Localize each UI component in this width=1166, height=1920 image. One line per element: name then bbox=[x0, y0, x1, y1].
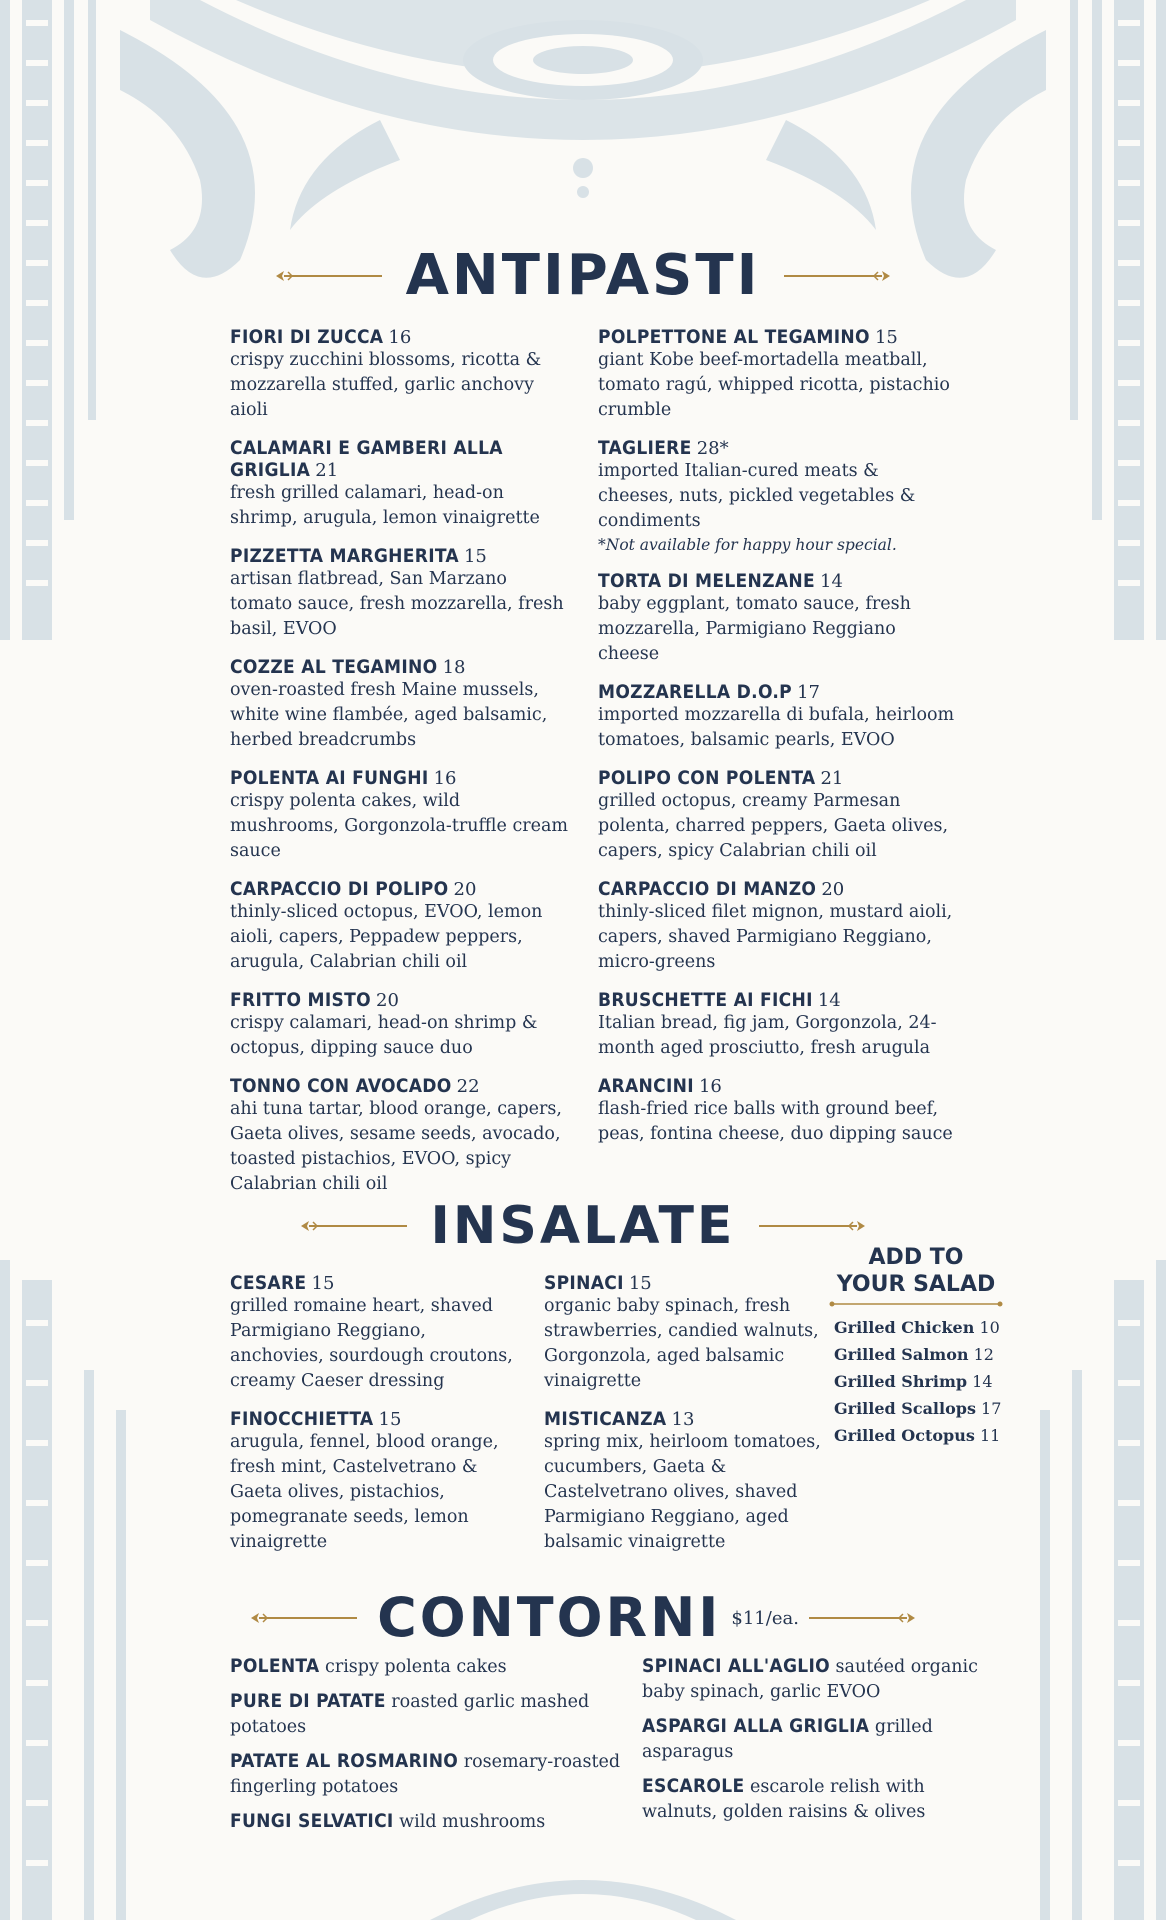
side-dish-name: POLENTA bbox=[230, 1655, 320, 1677]
side-dish-name: FUNGI SELVATICI bbox=[230, 1810, 394, 1832]
side-dish-description: escarole relish with walnuts, golden raisins & olives bbox=[642, 1777, 926, 1822]
menu-item bbox=[230, 656, 570, 753]
menu-item-heading bbox=[598, 989, 958, 1011]
menu-item bbox=[544, 1272, 844, 1394]
menu-item-description: fresh grilled calamari, head-on shrimp, arugula, lemon vinaigrette bbox=[230, 483, 540, 528]
menu-item-heading bbox=[598, 878, 958, 900]
menu-item-name: MOZZARELLA D.O.P bbox=[598, 681, 792, 703]
menu-item-description: arugula, fennel, blood orange, fresh mint, Castelvetrano & Gaeta olives, pistachios, pomegranate seeds, lemon vinaigrette bbox=[230, 1432, 499, 1552]
menu-item bbox=[598, 437, 958, 556]
menu-item-name: BRUSCHETTE AI FICHI bbox=[598, 989, 813, 1011]
menu-item bbox=[230, 437, 570, 531]
menu-item-price: 15 bbox=[463, 546, 487, 567]
add-to-salad-title bbox=[828, 1244, 1004, 1298]
menu-item-name: FIORI DI ZUCCA bbox=[230, 326, 384, 348]
menu-item-heading bbox=[544, 1408, 844, 1430]
add-on-price: 14 bbox=[972, 1372, 993, 1391]
menu-item-heading bbox=[230, 326, 570, 348]
add-to-salad-title-line2: YOUR SALAD bbox=[836, 1272, 996, 1297]
menu-item-name: ARANCINI bbox=[598, 1075, 694, 1097]
side-dish-item bbox=[230, 1689, 630, 1740]
menu-item-note: *Not available for happy hour special. bbox=[598, 536, 897, 554]
menu-item-heading bbox=[230, 1075, 570, 1097]
menu-item-heading bbox=[598, 437, 958, 459]
menu-item bbox=[598, 878, 958, 975]
add-on-item bbox=[834, 1368, 1004, 1395]
menu-item bbox=[598, 570, 958, 667]
menu-item-description: artisan flatbread, San Marzano tomato sauce, fresh mozzarella, fresh basil, EVOO bbox=[230, 569, 564, 639]
right-arrow-ornament bbox=[782, 269, 892, 283]
add-on-price: 10 bbox=[979, 1318, 1000, 1337]
menu-item-name: POLPETTONE AL TEGAMINO bbox=[598, 326, 870, 348]
side-dish-name: PATATE AL ROSMARINO bbox=[230, 1750, 459, 1772]
side-dish-name: PURE DI PATATE bbox=[230, 1690, 386, 1712]
menu-item-heading bbox=[230, 1408, 520, 1430]
menu-item-heading bbox=[230, 1272, 520, 1294]
menu-item-description: crispy polenta cakes, wild mushrooms, Gorgonzola-truffle cream sauce bbox=[230, 791, 569, 861]
add-on-name: Grilled Octopus bbox=[834, 1426, 975, 1445]
antipasti-left-column bbox=[230, 326, 570, 1211]
menu-item bbox=[230, 1272, 520, 1394]
menu-item bbox=[230, 545, 570, 642]
menu-item-description: flash-fried rice balls with ground beef, peas, fontina cheese, duo dipping sauce bbox=[598, 1099, 953, 1144]
add-on-price: 11 bbox=[979, 1426, 1001, 1445]
menu-item-description: ahi tuna tartar, blood orange, capers, Gaeta olives, sesame seeds, avocado, toasted pistachios, EVOO, spicy Calabrian chili oil bbox=[230, 1099, 562, 1194]
add-on-item bbox=[834, 1314, 1004, 1341]
side-dish-item bbox=[230, 1809, 630, 1835]
menu-item-price: 28* bbox=[696, 438, 729, 459]
menu-item-name: TORTA DI MELENZANE bbox=[598, 570, 815, 592]
menu-item bbox=[598, 681, 958, 753]
menu-item bbox=[598, 767, 958, 864]
menu-item-description: grilled octopus, creamy Parmesan polenta, charred peppers, Gaeta olives, capers, spicy Calabrian chili oil bbox=[598, 791, 949, 861]
contorni-right-column bbox=[642, 1654, 982, 1834]
menu-item-heading bbox=[230, 767, 570, 789]
menu-item-name: MISTICANZA bbox=[544, 1408, 667, 1430]
menu-item-description: thinly-sliced filet mignon, mustard aioli, capers, shaved Parmigiano Reggiano, micro-greens bbox=[598, 902, 953, 972]
side-dish-description: crispy polenta cakes bbox=[325, 1657, 507, 1677]
menu-item-heading bbox=[230, 656, 570, 678]
menu-item bbox=[230, 767, 570, 864]
menu-item-price: 20 bbox=[376, 990, 399, 1011]
insalate-title: INSALATE bbox=[430, 1196, 736, 1256]
left-arrow-ornament bbox=[274, 269, 384, 283]
right-arrow-ornament bbox=[807, 1611, 917, 1625]
menu-item bbox=[598, 326, 958, 423]
contorni-title: CONTORNI bbox=[377, 1586, 722, 1649]
contorni-left-column bbox=[230, 1654, 630, 1844]
menu-item-price: 15 bbox=[378, 1409, 402, 1430]
menu-item bbox=[230, 1075, 570, 1197]
insalate-left-column bbox=[230, 1272, 520, 1569]
menu-item-heading bbox=[230, 437, 570, 481]
add-on-name: Grilled Chicken bbox=[834, 1318, 975, 1337]
add-on-name: Grilled Scallops bbox=[834, 1399, 976, 1418]
menu-item-name: POLIPO CON POLENTA bbox=[598, 767, 816, 789]
menu-item bbox=[230, 989, 570, 1061]
menu-item-heading bbox=[230, 545, 570, 567]
add-on-item bbox=[834, 1395, 1004, 1422]
menu-item-description: thinly-sliced octopus, EVOO, lemon aioli, capers, Peppadew peppers, arugula, Calabrian chili oil bbox=[230, 902, 543, 972]
menu-item-description: organic baby spinach, fresh strawberries, candied walnuts, Gorgonzola, aged balsamic vinaigrette bbox=[544, 1296, 819, 1391]
menu-item-description: crispy zucchini blossoms, ricotta & mozzarella stuffed, garlic anchovy aioli bbox=[230, 350, 542, 420]
menu-item-price: 22 bbox=[456, 1076, 480, 1097]
menu-item-price: 15 bbox=[311, 1273, 335, 1294]
antipasti-header bbox=[0, 243, 1166, 308]
side-dish-description: wild mushrooms bbox=[399, 1812, 546, 1832]
menu-item-name: FRITTO MISTO bbox=[230, 989, 371, 1011]
menu-item-description: crispy calamari, head-on shrimp & octopus, dipping sauce duo bbox=[230, 1013, 538, 1058]
menu-item-price: 13 bbox=[671, 1409, 695, 1430]
side-dish-item bbox=[230, 1654, 630, 1680]
add-on-name: Grilled Shrimp bbox=[834, 1372, 968, 1391]
menu-item-name: POLENTA AI FUNGHI bbox=[230, 767, 429, 789]
menu-item-name: FINOCCHIETTA bbox=[230, 1408, 374, 1430]
side-dish-name: ESCAROLE bbox=[642, 1775, 745, 1797]
menu-item-heading bbox=[598, 767, 958, 789]
menu-item-description: Italian bread, fig jam, Gorgonzola, 24-month aged prosciutto, fresh arugula bbox=[598, 1013, 937, 1058]
menu-item-price: 14 bbox=[817, 990, 841, 1011]
side-dish-name: SPINACI ALL'AGLIO bbox=[642, 1655, 830, 1677]
add-on-price: 12 bbox=[973, 1345, 994, 1364]
add-on-item bbox=[834, 1422, 1004, 1449]
menu-item-price: 20 bbox=[821, 879, 845, 900]
menu-item-heading bbox=[598, 681, 958, 703]
menu-item-description: spring mix, heirloom tomatoes, cucumbers, Gaeta & Castelvetrano olives, shaved Parmigiano Reggiano, aged balsamic vinaigrette bbox=[544, 1432, 821, 1552]
menu-item-name: TAGLIERE bbox=[598, 437, 692, 459]
menu-item-name: CARPACCIO DI MANZO bbox=[598, 878, 817, 900]
add-on-name: Grilled Salmon bbox=[834, 1345, 969, 1364]
menu-item-heading bbox=[598, 326, 958, 348]
menu-item-price: 16 bbox=[388, 327, 412, 348]
menu-item-price: 18 bbox=[442, 657, 466, 678]
menu-item-price: 17 bbox=[797, 682, 820, 703]
menu-item-price: 14 bbox=[820, 571, 843, 592]
menu-item-price: 20 bbox=[453, 879, 477, 900]
add-to-salad-box bbox=[828, 1244, 1004, 1449]
menu-item-price: 15 bbox=[874, 327, 898, 348]
menu-item-description: grilled romaine heart, shaved Parmigiano Reggiano, anchovies, sourdough croutons, creamy Caeser dressing bbox=[230, 1296, 513, 1391]
side-dish-description: roasted garlic mashed potatoes bbox=[230, 1692, 590, 1737]
insalate-middle-column bbox=[544, 1272, 844, 1569]
antipasti-right-column bbox=[598, 326, 958, 1161]
menu-item bbox=[544, 1408, 844, 1555]
side-dish-description: sautéed organic baby spinach, garlic EVOO bbox=[642, 1657, 978, 1702]
menu-item-name: PIZZETTA MARGHERITA bbox=[230, 545, 459, 567]
side-dish-description: grilled asparagus bbox=[642, 1717, 933, 1762]
left-arrow-ornament bbox=[249, 1611, 359, 1625]
menu-item-price: 21 bbox=[820, 768, 844, 789]
right-arrow-ornament bbox=[757, 1219, 867, 1233]
add-to-salad-list bbox=[828, 1314, 1004, 1449]
menu-item-price: 21 bbox=[315, 460, 339, 481]
menu-item-heading bbox=[230, 989, 570, 1011]
menu-item bbox=[230, 1408, 520, 1555]
menu-item bbox=[598, 1075, 958, 1147]
menu-item-description: giant Kobe beef-mortadella meatball, tomato ragú, whipped ricotta, pistachio crumble bbox=[598, 350, 950, 420]
add-to-salad-title-line1: ADD TO bbox=[868, 1245, 964, 1270]
menu-item bbox=[230, 878, 570, 975]
menu-item-price: 16 bbox=[698, 1076, 722, 1097]
menu-item-heading bbox=[544, 1272, 844, 1294]
menu-item-name: COZZE AL TEGAMINO bbox=[230, 656, 438, 678]
menu-item-heading bbox=[230, 878, 570, 900]
menu-item-heading bbox=[598, 1075, 958, 1097]
side-dish-item bbox=[642, 1714, 982, 1765]
menu-item-price: 15 bbox=[628, 1273, 652, 1294]
divider-ornament bbox=[828, 1300, 1004, 1308]
side-dish-description: rosemary-roasted fingerling potatoes bbox=[230, 1752, 621, 1797]
menu-item-name: TONNO CON AVOCADO bbox=[230, 1075, 452, 1097]
add-on-price: 17 bbox=[981, 1399, 1002, 1418]
menu-item-heading bbox=[598, 570, 958, 592]
menu-item bbox=[598, 989, 958, 1061]
menu-item bbox=[230, 326, 570, 423]
menu-item-price: 16 bbox=[433, 768, 457, 789]
menu-item-description: imported mozzarella di bufala, heirloom tomatoes, balsamic pearls, EVOO bbox=[598, 705, 955, 750]
menu-item-name: CALAMARI E GAMBERI ALLA GRIGLIA bbox=[230, 437, 503, 481]
contorni-header bbox=[0, 1588, 1166, 1648]
side-dish-name: ASPARGI ALLA GRIGLIA bbox=[642, 1715, 870, 1737]
menu-item-name: CARPACCIO DI POLIPO bbox=[230, 878, 449, 900]
menu-item-name: SPINACI bbox=[544, 1272, 624, 1294]
antipasti-title: ANTIPASTI bbox=[405, 243, 761, 308]
contorni-price: $11/ea. bbox=[731, 1607, 799, 1629]
menu-item-description: baby eggplant, tomato sauce, fresh mozzarella, Parmigiano Reggiano cheese bbox=[598, 594, 911, 664]
add-on-item bbox=[834, 1341, 1004, 1368]
side-dish-item bbox=[230, 1749, 630, 1800]
menu-item-description: oven-roasted fresh Maine mussels, white wine flambée, aged balsamic, herbed breadcrumbs bbox=[230, 680, 548, 750]
menu-item-name: CESARE bbox=[230, 1272, 307, 1294]
menu-item-description: imported Italian-cured meats & cheeses, nuts, pickled vegetables & condiments bbox=[598, 461, 916, 531]
side-dish-item bbox=[642, 1654, 982, 1705]
side-dish-item bbox=[642, 1774, 982, 1825]
left-arrow-ornament bbox=[299, 1219, 409, 1233]
